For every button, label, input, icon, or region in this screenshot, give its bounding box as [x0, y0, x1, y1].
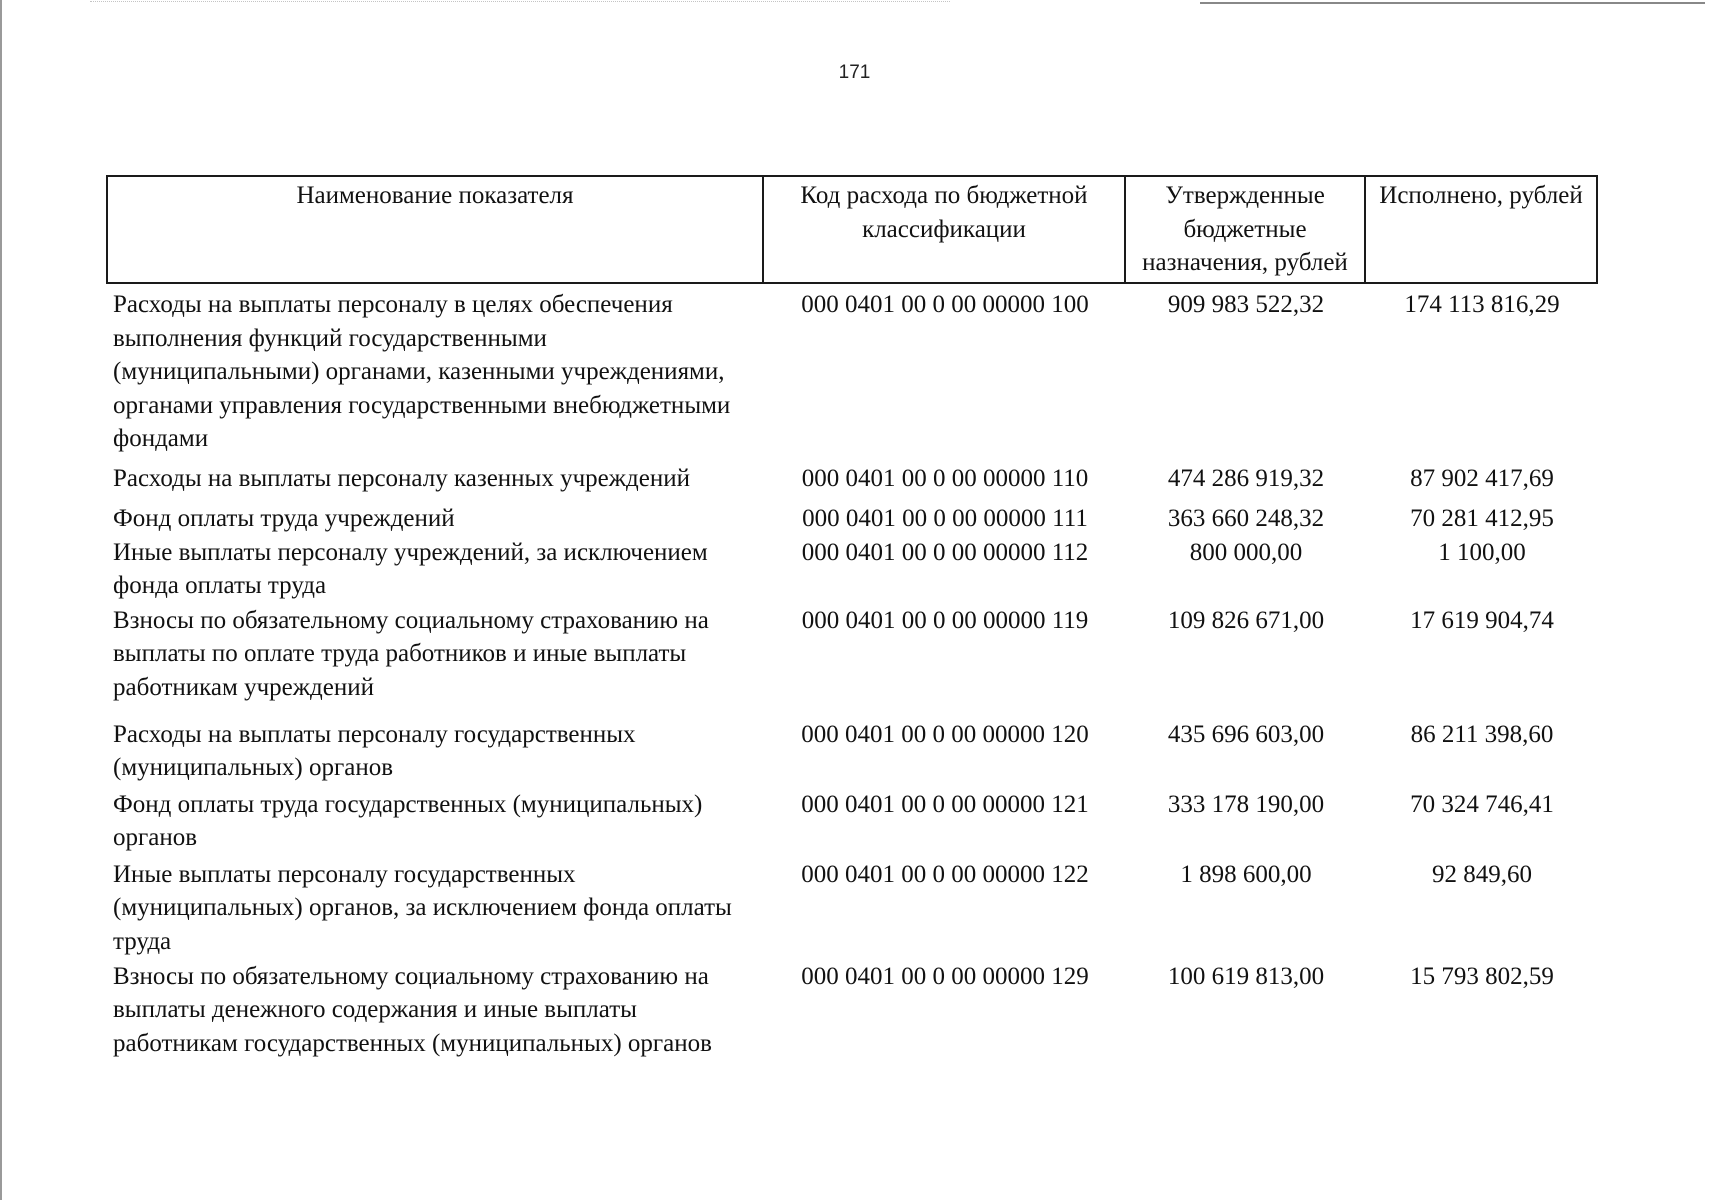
classification-code-cell: 000 0401 00 0 00 00000 129 — [801, 962, 1089, 990]
scan-left-edge — [0, 0, 2, 1200]
header-indicator-name: Наименование показателя — [107, 176, 763, 283]
executed-amount-cell: 174 113 816,29 — [1404, 291, 1560, 318]
budget-expenses-table — [106, 175, 1598, 1100]
indicator-name-cell: Иные выплаты персоналу государственных (муниципальных) органов, за исключением фонда оплаты труда — [113, 860, 732, 955]
indicator-name-cell: Фонд оплаты труда государственных (муниципальных) органов — [113, 790, 703, 851]
classification-code-cell: 000 0401 00 0 00 00000 110 — [801, 464, 1089, 492]
approved-amount-cell: 333 178 190,00 — [1167, 790, 1325, 818]
executed-amount-cell: 87 902 417,69 — [1410, 464, 1554, 492]
table-row — [107, 960, 1597, 1100]
approved-amount-cell: 435 696 603,00 — [1167, 720, 1325, 748]
table-row — [107, 604, 1597, 718]
approved-amount-cell: 100 619 813,00 — [1167, 962, 1325, 990]
table-row — [107, 858, 1597, 960]
classification-code-cell: 000 0401 00 0 00 00000 112 — [801, 538, 1089, 566]
header-classification-code: Код расхода по бюджетной классификации — [763, 176, 1125, 283]
table-row — [107, 456, 1597, 502]
approved-amount-cell: 109 826 671,00 — [1167, 606, 1325, 634]
approved-amount-cell: 474 286 919,32 — [1167, 464, 1325, 492]
executed-amount-cell: 15 793 802,59 — [1410, 962, 1554, 990]
table-row — [107, 718, 1597, 788]
approved-amount-cell: 1 898 600,00 — [1180, 860, 1312, 888]
classification-code-cell: 000 0401 00 0 00 00000 100 — [801, 291, 1089, 318]
executed-amount-cell: 70 281 412,95 — [1410, 504, 1554, 532]
table-header — [107, 176, 1597, 283]
table-row — [107, 502, 1597, 536]
table-row — [107, 536, 1597, 604]
table-row — [107, 788, 1597, 858]
indicator-name-cell: Взносы по обязательному социальному страхованию на выплаты по оплате труда работников и иные выплаты работникам учреждений — [113, 606, 709, 701]
indicator-name-cell: Расходы на выплаты персоналу в целях обеспечения выполнения функций государственными (муниципальными) органами, казенными учреждениями, органами управления государственными внебюджетными фондами — [113, 291, 731, 452]
approved-amount-cell: 363 660 248,32 — [1167, 504, 1325, 532]
executed-amount-cell: 70 324 746,41 — [1410, 790, 1554, 818]
indicator-name-cell: Расходы на выплаты персоналу казенных учреждений — [113, 464, 690, 492]
executed-amount-cell: 17 619 904,74 — [1410, 606, 1554, 634]
table-header-row — [107, 176, 1597, 283]
classification-code-cell: 000 0401 00 0 00 00000 122 — [801, 860, 1089, 888]
page-number: 171 — [838, 62, 871, 83]
indicator-name-cell: Расходы на выплаты персоналу государственных (муниципальных) органов — [113, 720, 636, 781]
approved-amount-cell: 909 983 522,32 — [1167, 291, 1325, 318]
header-executed: Исполнено, рублей — [1365, 176, 1597, 283]
table-body — [107, 283, 1597, 1100]
classification-code-cell: 000 0401 00 0 00 00000 111 — [802, 504, 1088, 532]
classification-code-cell: 000 0401 00 0 00 00000 119 — [801, 606, 1089, 634]
approved-amount-cell: 800 000,00 — [1189, 538, 1303, 566]
classification-code-cell: 000 0401 00 0 00 00000 120 — [801, 720, 1089, 748]
header-approved-appropriations: Утвержденные бюджетные назначения, рублей — [1125, 176, 1365, 283]
executed-amount-cell: 1 100,00 — [1438, 538, 1526, 566]
classification-code-cell: 000 0401 00 0 00 00000 121 — [801, 790, 1089, 818]
indicator-name-cell: Иные выплаты персоналу учреждений, за исключением фонда оплаты труда — [113, 538, 708, 599]
indicator-name-cell: Фонд оплаты труда учреждений — [113, 504, 455, 532]
scan-top-edge — [1200, 2, 1705, 4]
indicator-name-cell: Взносы по обязательному социальному страхованию на выплаты денежного содержания и иные выплаты работникам государственных (муниципальных) органов — [113, 962, 712, 1057]
executed-amount-cell: 92 849,60 — [1432, 860, 1532, 888]
scan-top-noise — [90, 1, 950, 2]
table-row — [107, 283, 1597, 456]
executed-amount-cell: 86 211 398,60 — [1410, 720, 1554, 748]
